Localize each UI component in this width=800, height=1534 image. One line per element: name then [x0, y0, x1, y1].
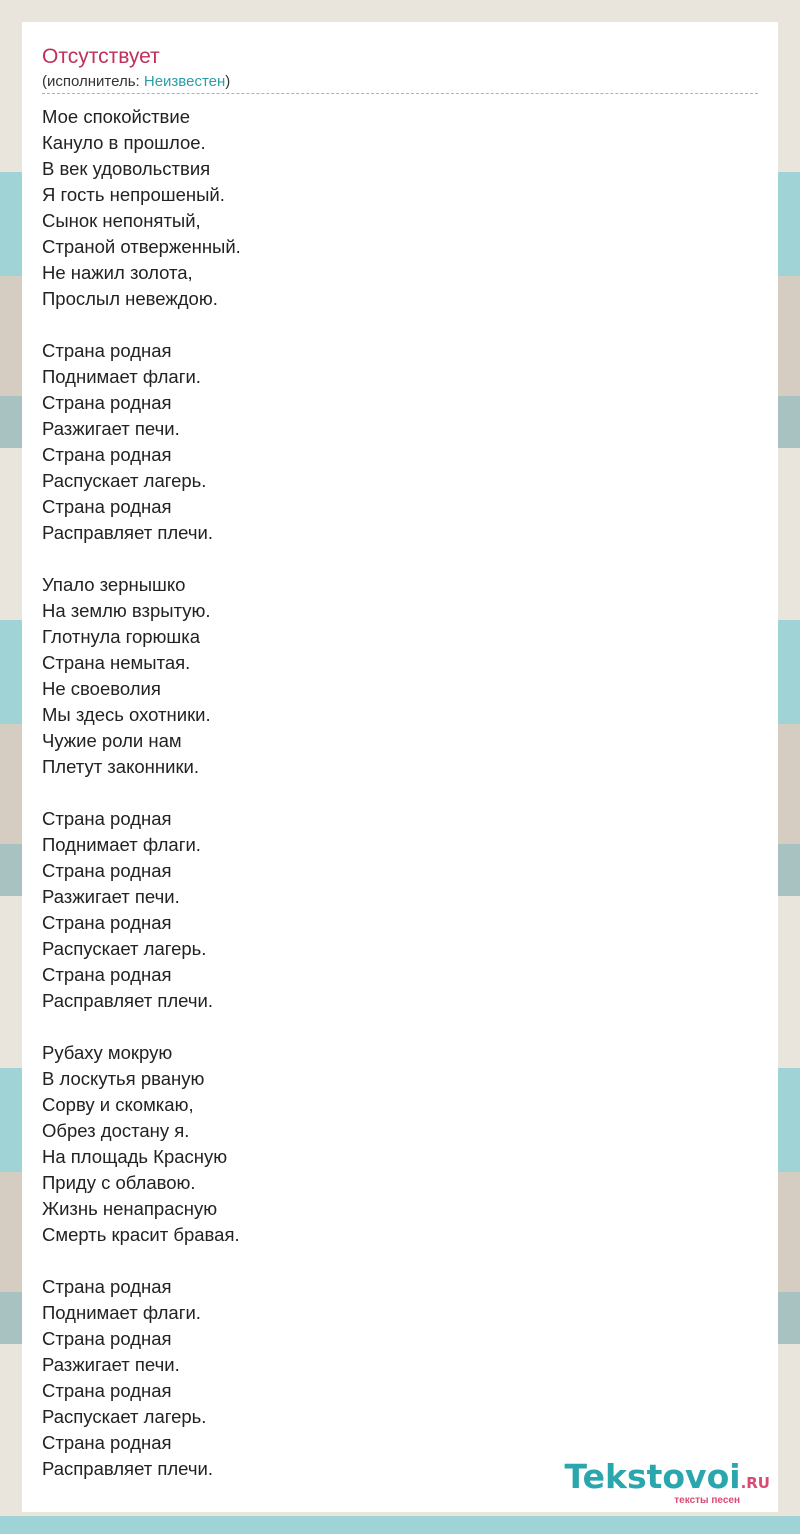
lyric-line: Прослыл невеждою. — [42, 288, 218, 309]
lyric-line: Не нажил золота, — [42, 262, 193, 283]
lyric-line: Расправляет плечи. — [42, 1458, 213, 1479]
lyric-line: Страна родная — [42, 964, 172, 985]
stanza-break — [42, 780, 742, 806]
lyric-line: Страна родная — [42, 1432, 172, 1453]
lyric-line: Страной отверженный. — [42, 236, 241, 257]
logo-tagline: тексты песен — [674, 1495, 740, 1506]
stanza-break — [42, 1248, 742, 1274]
performer-line — [42, 72, 230, 92]
lyric-line: Приду с облавою. — [42, 1172, 196, 1193]
lyric-line: Мы здесь охотники. — [42, 704, 211, 725]
divider — [42, 93, 758, 94]
lyric-line: Сорву и скомкаю, — [42, 1094, 194, 1115]
lyric-line: Поднимает флаги. — [42, 834, 201, 855]
lyrics-text — [42, 104, 742, 1482]
stanza-break — [42, 546, 742, 572]
lyric-line: Обрез достану я. — [42, 1120, 190, 1141]
lyric-line: Страна родная — [42, 444, 172, 465]
lyric-line: Чужие роли нам — [42, 730, 182, 751]
performer-suffix: ) — [225, 73, 231, 90]
lyric-line: Страна родная — [42, 1380, 172, 1401]
lyric-line: Расправляет плечи. — [42, 522, 213, 543]
lyric-line: Страна немытая. — [42, 652, 191, 673]
lyric-line: Страна родная — [42, 860, 172, 881]
lyric-line: Глотнула горюшка — [42, 626, 201, 647]
lyric-line: Рубаху мокрую — [42, 1042, 173, 1063]
song-title: Отсутствует — [42, 45, 160, 68]
lyric-line: Страна родная — [42, 496, 172, 517]
lyric-line: Поднимает флаги. — [42, 366, 201, 387]
lyric-line: Поднимает флаги. — [42, 1302, 201, 1323]
lyric-line: Страна родная — [42, 808, 172, 829]
lyric-line: Страна родная — [42, 340, 172, 361]
lyrics-card — [22, 22, 778, 1512]
lyric-line: Страна родная — [42, 912, 172, 933]
lyric-line: Распускает лагерь. — [42, 1406, 207, 1427]
stanza-break — [42, 312, 742, 338]
performer-link[interactable]: Неизвестен — [143, 73, 226, 90]
lyric-line: Кануло в прошлое. — [42, 132, 206, 153]
lyric-line: Сынок непонятый, — [42, 210, 201, 231]
lyric-line: Страна родная — [42, 392, 172, 413]
lyric-line: Страна родная — [42, 1328, 172, 1349]
lyric-line: Плетут законники. — [42, 756, 200, 777]
logo-name: Tekstovoi — [564, 1457, 741, 1496]
lyric-line: Смерть красит бравая. — [42, 1224, 240, 1245]
lyric-line: На землю взрытую. — [42, 600, 211, 621]
lyric-line: Не своеволия — [42, 678, 161, 699]
lyric-line: Распускает лагерь. — [42, 938, 207, 959]
lyric-line: В лоскутья рваную — [42, 1068, 205, 1089]
lyric-line: Разжигает печи. — [42, 1354, 180, 1375]
lyric-line: Я гость непрошеный. — [42, 184, 225, 205]
lyric-line: Страна родная — [42, 1276, 172, 1297]
lyric-line: На площадь Красную — [42, 1146, 228, 1167]
lyric-line: В век удовольствия — [42, 158, 211, 179]
lyric-line: Жизнь ненапрасную — [42, 1198, 218, 1219]
lyric-line: Разжигает печи. — [42, 886, 180, 907]
lyric-line: Разжигает печи. — [42, 418, 180, 439]
lyric-line: Мое спокойствие — [42, 106, 190, 127]
lyric-line: Упало зернышко — [42, 574, 186, 595]
performer-prefix: (исполнитель: — [42, 73, 144, 90]
site-logo[interactable] — [565, 1459, 770, 1506]
lyric-line: Распускает лагерь. — [42, 470, 207, 491]
logo-suffix: .RU — [740, 1474, 770, 1492]
lyric-line: Расправляет плечи. — [42, 990, 213, 1011]
stanza-break — [42, 1014, 742, 1040]
